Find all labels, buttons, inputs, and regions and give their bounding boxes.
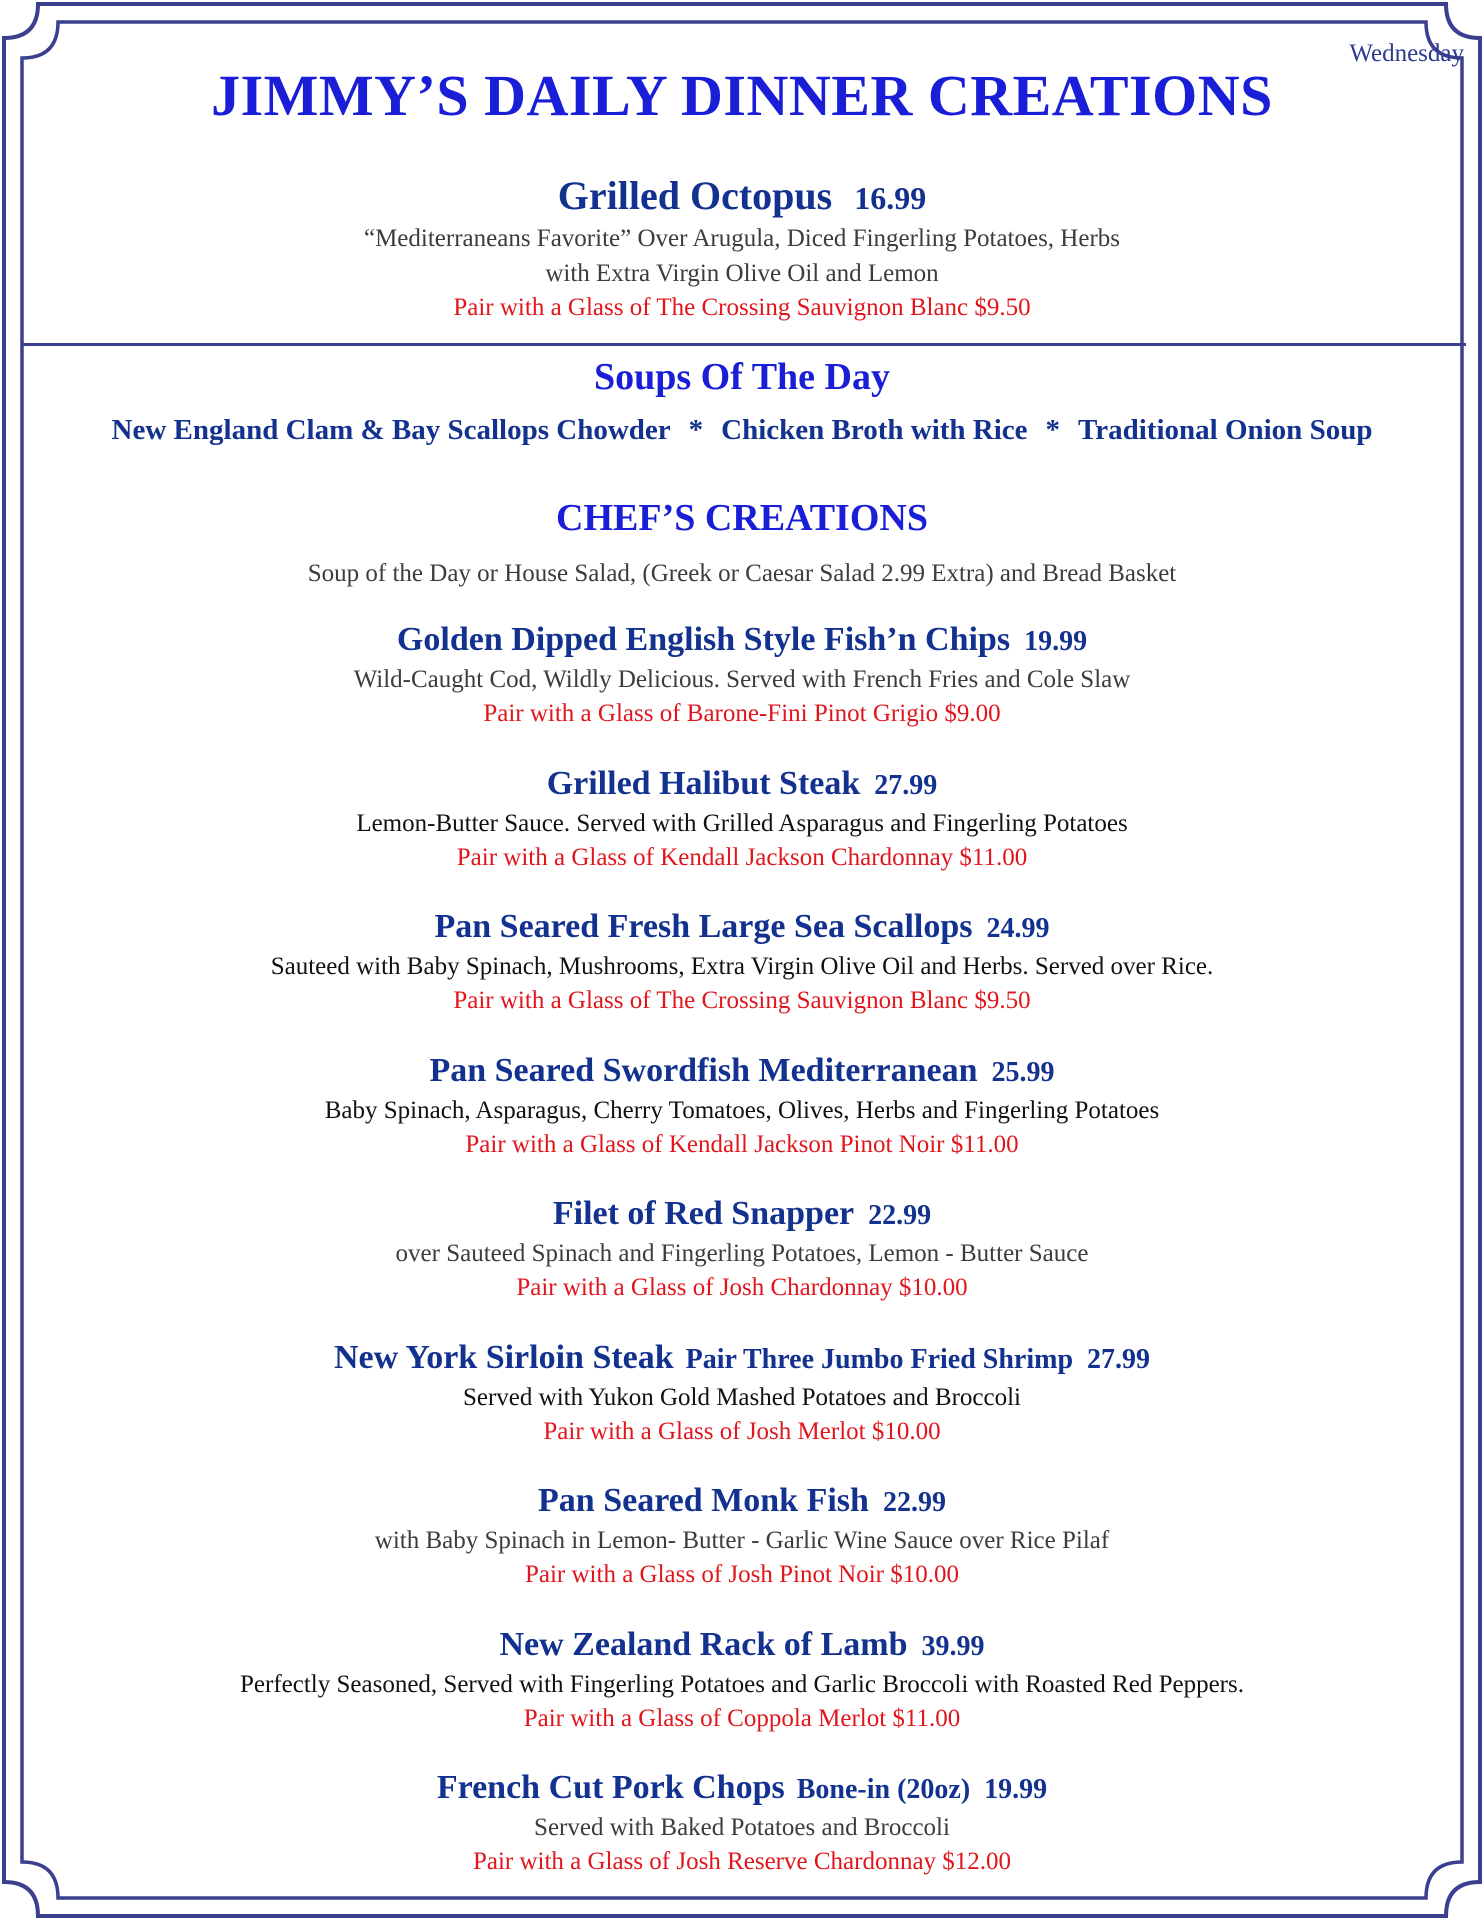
- menu-item-wine-pairing: Pair with a Glass of Kendall Jackson Chardonnay $11.00: [456, 843, 1028, 871]
- menu-item-desc: Served with Baked Potatoes and Broccoli: [534, 1814, 950, 1841]
- chef-creations-subtitle: Soup of the Day or House Salad, (Greek or Caesar Salad 2.99 Extra) and Bread Basket: [307, 560, 1177, 587]
- menu-item-price: 19.99: [1024, 626, 1088, 657]
- menu-item-desc: with Baby Spinach in Lemon- Butter - Garlic Wine Sauce over Rice Pilaf: [374, 1527, 1110, 1554]
- featured-dish-price: 16.99: [854, 180, 927, 216]
- menu-item-name: Filet of Red Snapper: [552, 1195, 855, 1232]
- menu-item-wine-pairing: Pair with a Glass of The Crossing Sauvignon Blanc $9.50: [453, 987, 1031, 1014]
- menu-item-wine-pairing: Pair with a Glass of Josh Pinot Noir $10.00: [524, 1561, 960, 1588]
- menu-item-name: French Cut Pork Chops: [436, 1769, 785, 1806]
- menu-item-price: 24.99: [986, 913, 1050, 944]
- menu-item-wine-pairing: Pair with a Glass of Barone-Fini Pinot Grigio $9.00: [483, 700, 1001, 727]
- chef-creations-title: CHEF’S CREATIONS: [556, 497, 928, 539]
- soup-item: Chicken Broth with Rice: [721, 414, 1028, 446]
- featured-desc-line2: with Extra Virgin Olive Oil and Lemon: [545, 260, 939, 287]
- menu-item: [0, 1336, 1484, 1480]
- menu-item: [0, 618, 1484, 762]
- menu-item-desc: over Sauteed Spinach and Fingerling Potatoes, Lemon - Butter Sauce: [395, 1240, 1089, 1267]
- menu-item-price: 27.99: [874, 769, 938, 801]
- soup-separator: *: [688, 414, 704, 446]
- menu-item-name: New Zealand Rack of Lamb: [499, 1625, 908, 1663]
- menu-item-name: New York Sirloin Steak: [333, 1338, 674, 1376]
- menu-item-wine-pairing: Pair with a Glass of Josh Merlot $10.00: [543, 1417, 941, 1445]
- menu-item: [0, 1623, 1484, 1767]
- menu-item: [0, 1192, 1484, 1336]
- menu-item-price: 27.99: [1087, 1343, 1151, 1375]
- featured-dish: [0, 172, 1484, 324]
- menu-item-wine-pairing: Pair with a Glass of Josh Chardonnay $10.00: [516, 1274, 968, 1301]
- menu-item-desc: Baby Spinach, Asparagus, Cherry Tomatoes, Olives, Herbs and Fingerling Potatoes: [324, 1096, 1160, 1124]
- featured-wine-pairing: Pair with a Glass of The Crossing Sauvignon Blanc $9.50: [453, 294, 1031, 321]
- menu-item-price: 39.99: [921, 1630, 985, 1662]
- menu-item-price: 22.99: [882, 1487, 946, 1518]
- menu-item-desc: Wild-Caught Cod, Wildly Delicious. Served with French Fries and Cole Slaw: [353, 666, 1131, 693]
- menu-item-desc: Sauteed with Baby Spinach, Mushrooms, Extra Virgin Olive Oil and Herbs. Served over Rice.: [270, 953, 1214, 980]
- soup-item: Traditional Onion Soup: [1078, 414, 1373, 446]
- menu-item-name: Pan Seared Fresh Large Sea Scallops: [434, 908, 973, 945]
- menu-item-name: Grilled Halibut Steak: [546, 764, 861, 802]
- menu-item-price: 22.99: [868, 1200, 932, 1231]
- menu-title: JIMMY’S DAILY DINNER CREATIONS: [211, 63, 1273, 128]
- chef-items-list: [0, 618, 1484, 1910]
- day-label: Wednesday: [1349, 40, 1464, 67]
- soups-list: [0, 414, 1484, 447]
- menu-item-wine-pairing: Pair with a Glass of Josh Reserve Chardonnay $12.00: [472, 1848, 1012, 1875]
- menu-item-price: 19.99: [984, 1774, 1048, 1805]
- menu-item: [0, 1479, 1484, 1623]
- menu-item-price: 25.99: [991, 1056, 1055, 1088]
- featured-dish-name: Grilled Octopus: [557, 173, 833, 218]
- menu-item-name: Golden Dipped English Style Fish’n Chips: [396, 621, 1011, 658]
- soup-item: New England Clam & Bay Scallops Chowder: [111, 414, 671, 446]
- menu-item: [0, 905, 1484, 1049]
- menu-item: [0, 1766, 1484, 1910]
- menu-item-extra: Bone-in (20oz): [796, 1774, 971, 1805]
- menu-item-wine-pairing: Pair with a Glass of Coppola Merlot $11.00: [523, 1704, 961, 1732]
- menu-item-wine-pairing: Pair with a Glass of Kendall Jackson Pinot Noir $11.00: [465, 1130, 1019, 1158]
- menu-item-name: Pan Seared Monk Fish: [538, 1482, 869, 1519]
- menu-item-desc: Served with Yukon Gold Mashed Potatoes and Broccoli: [462, 1383, 1022, 1411]
- featured-desc-line1: “Mediterraneans Favorite” Over Arugula, Diced Fingerling Potatoes, Herbs: [363, 225, 1121, 252]
- section-divider: [22, 343, 1466, 346]
- menu-item: [0, 1049, 1484, 1193]
- soups-title: Soups Of The Day: [593, 356, 890, 398]
- menu-item-desc: Perfectly Seasoned, Served with Fingerling Potatoes and Garlic Broccoli with Roasted Red Peppers.: [240, 1670, 1244, 1698]
- soup-separator: *: [1045, 414, 1061, 446]
- menu-item-desc: Lemon-Butter Sauce. Served with Grilled Asparagus and Fingerling Potatoes: [356, 809, 1128, 837]
- menu-item-extra: Pair Three Jumbo Fried Shrimp: [685, 1343, 1074, 1375]
- menu-item: [0, 762, 1484, 906]
- menu-item-name: Pan Seared Swordfish Mediterranean: [429, 1051, 978, 1089]
